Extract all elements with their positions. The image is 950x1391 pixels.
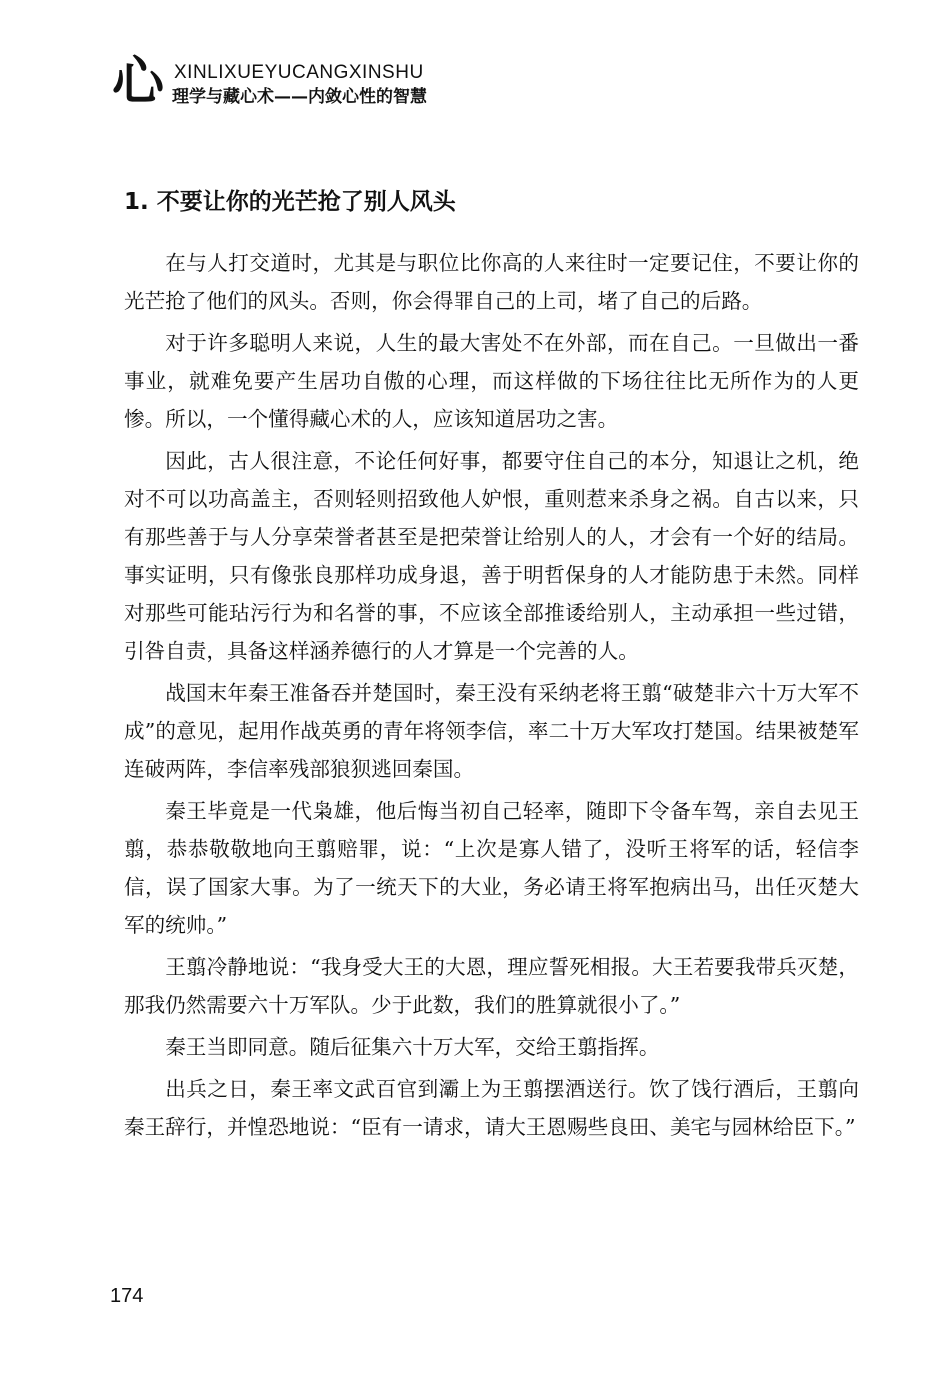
paragraph-5: 秦王毕竟是一代枭雄，他后悔当初自己轻率，随即下令备车驾，亲自去见王翦，恭恭敬敬地向王翦赔罪，说：“上次是寡人错了，没听王将军的话，轻信李信，误了国家大事。为了一统天下的大业，务必请王将军抱病出马，出任灭楚大军的统帅。” [124, 799, 859, 937]
body-text [124, 244, 859, 1150]
paragraph-6: 王翦冷静地说：“我身受大王的大恩，理应誓死相报。大王若要我带兵灭楚，那我仍然需要六十万军队。少于此数，我们的胜算就很小了。” [124, 955, 859, 1017]
series-logo-character: 心 [112, 52, 165, 112]
section-heading: 1. 不要让你的光芒抢了别人风头 [124, 189, 456, 215]
page-number: 174 [110, 1285, 144, 1307]
paragraph-4: 战国末年秦王准备吞并楚国时，秦王没有采纳老将王翦“破楚非六十万大军不成”的意见，起用作战英勇的青年将领李信，率二十万大军攻打楚国。结果被楚军连破两阵，李信率残部狼狈逃回秦国。 [124, 681, 859, 781]
paragraph-7: 秦王当即同意。随后征集六十万大军，交给王翦指挥。 [165, 1035, 660, 1059]
running-header [112, 54, 672, 114]
paragraph-3: 因此，古人很注意，不论任何好事，都要守住自己的本分，知退让之机，绝对不可以功高盖主，否则轻则招致他人妒恨，重则惹来杀身之祸。自古以来，只有那些善于与人分享荣誉者甚至是把荣誉让给别人的人，才会有一个好的结局。事实证明，只有像张良那样功成身退，善于明哲保身的人才能防患于未然。同样对那些可能玷污行为和名誉的事，不应该全部推诿给别人，主动承担一些过错，引咎自责，具备这样涵养德行的人才算是一个完善的人。 [124, 449, 859, 663]
series-chinese-title: 理学与藏心术——内敛心性的智慧 [172, 87, 427, 107]
paragraph-8: 出兵之日，秦王率文武百官到灞上为王翦摆酒送行。饮了饯行酒后，王翦向秦王辞行，并惶恐地说：“臣有一请求，请大王恩赐些良田、美宅与园林给臣下。” [124, 1077, 859, 1139]
paragraph-2: 对于许多聪明人来说，人生的最大害处不在外部，而在自己。一旦做出一番事业，就难免要产生居功自傲的心理，而这样做的下场往往比无所作为的人更惨。所以，一个懂得藏心术的人，应该知道居功之害。 [124, 331, 859, 431]
paragraph-1: 在与人打交道时，尤其是与职位比你高的人来往时一定要记住，不要让你的光芒抢了他们的风头。否则，你会得罪自己的上司，堵了自己的后路。 [124, 251, 859, 313]
series-pinyin-title: XINLIXUEYUCANGXINSHU [174, 62, 424, 83]
